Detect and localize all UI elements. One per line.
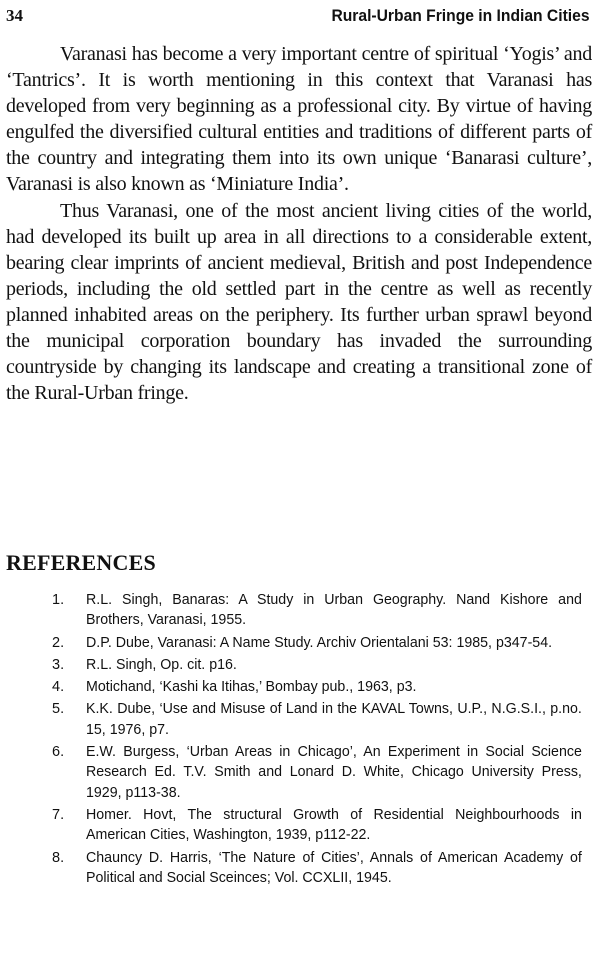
reference-item <box>0 805 592 846</box>
reference-number: 4. <box>52 679 65 696</box>
reference-number: 3. <box>52 656 65 673</box>
running-title: Rural-Urban Fringe in Indian Cities <box>331 6 590 25</box>
reference-item <box>0 848 592 889</box>
reference-text: Chauncy D. Harris, ‘The Nature of Cities’, Annals of American Academy of Political and Social Sceinces; Vol. CCXLII, 1945. <box>86 849 582 886</box>
reference-text: R.L. Singh, Op. cit. p16. <box>86 656 237 673</box>
reference-number: 2. <box>52 634 65 651</box>
page-number: 34 <box>6 6 23 25</box>
reference-item <box>0 699 592 740</box>
reference-item <box>0 655 592 675</box>
reference-number: 7. <box>52 806 65 823</box>
reference-text: D.P. Dube, Varanasi: A Name Study. Archiv Orientalani 53: 1985, p347-54. <box>86 634 553 651</box>
reference-item <box>0 633 592 653</box>
body-text <box>6 41 592 406</box>
references-heading: REFERENCES <box>6 550 156 575</box>
references-list <box>0 590 592 890</box>
reference-item <box>0 590 592 631</box>
reference-text: E.W. Burgess, ‘Urban Areas in Chicago’, An Experiment in Social Science Research Ed. T.V. Smith and Lonard D. White, Chicago University Press, 1929, p113-38. <box>86 744 582 801</box>
reference-number: 1. <box>52 592 65 608</box>
reference-item <box>0 677 592 697</box>
reference-number: 6. <box>52 744 65 761</box>
reference-text: K.K. Dube, ‘Use and Misuse of Land in the KAVAL Towns, U.P., N.G.S.I., p.no. 15, 1976, p7. <box>86 701 582 738</box>
reference-number: 8. <box>52 849 65 866</box>
reference-text: Homer. Hovt, The structural Growth of Residential Neighbourhoods in American Cities, Washington, 1939, p112-22. <box>86 806 582 844</box>
reference-item <box>0 742 592 803</box>
paragraph: Varanasi has become a very important centre of spiritual ‘Yogis’ and ‘Tantrics’. It is worth mentioning in this context that Varanasi has developed from very beginning as a professional city. By virtue of having engulfed the diversified cultural entities and traditions of different parts of the country and integrating them into its own unique ‘Banarasi culture’, Varanasi is also known as ‘Miniature India’. <box>6 43 592 196</box>
paragraph: Thus Varanasi, one of the most ancient living cities of the world, had developed its built up area in all directions to a considerable extent, bearing clear imprints of ancient medieval, British and post Independence periods, including the old settled part in the centre as well as recently planned inhabited areas on the periphery. Its further urban sprawl beyond the municipal corporation boundary has invaded the surrounding countryside by changing its landscape and creating a transitional zone of the Rural-Urban fringe. <box>6 199 592 405</box>
page-header <box>6 6 590 30</box>
reference-number: 5. <box>52 701 65 718</box>
reference-text: Motichand, ‘Kashi ka Itihas,’ Bombay pub., 1963, p3. <box>86 679 417 696</box>
reference-text: R.L. Singh, Banaras: A Study in Urban Geography. Nand Kishore and Brothers, Varanasi, 1955. <box>86 592 582 629</box>
